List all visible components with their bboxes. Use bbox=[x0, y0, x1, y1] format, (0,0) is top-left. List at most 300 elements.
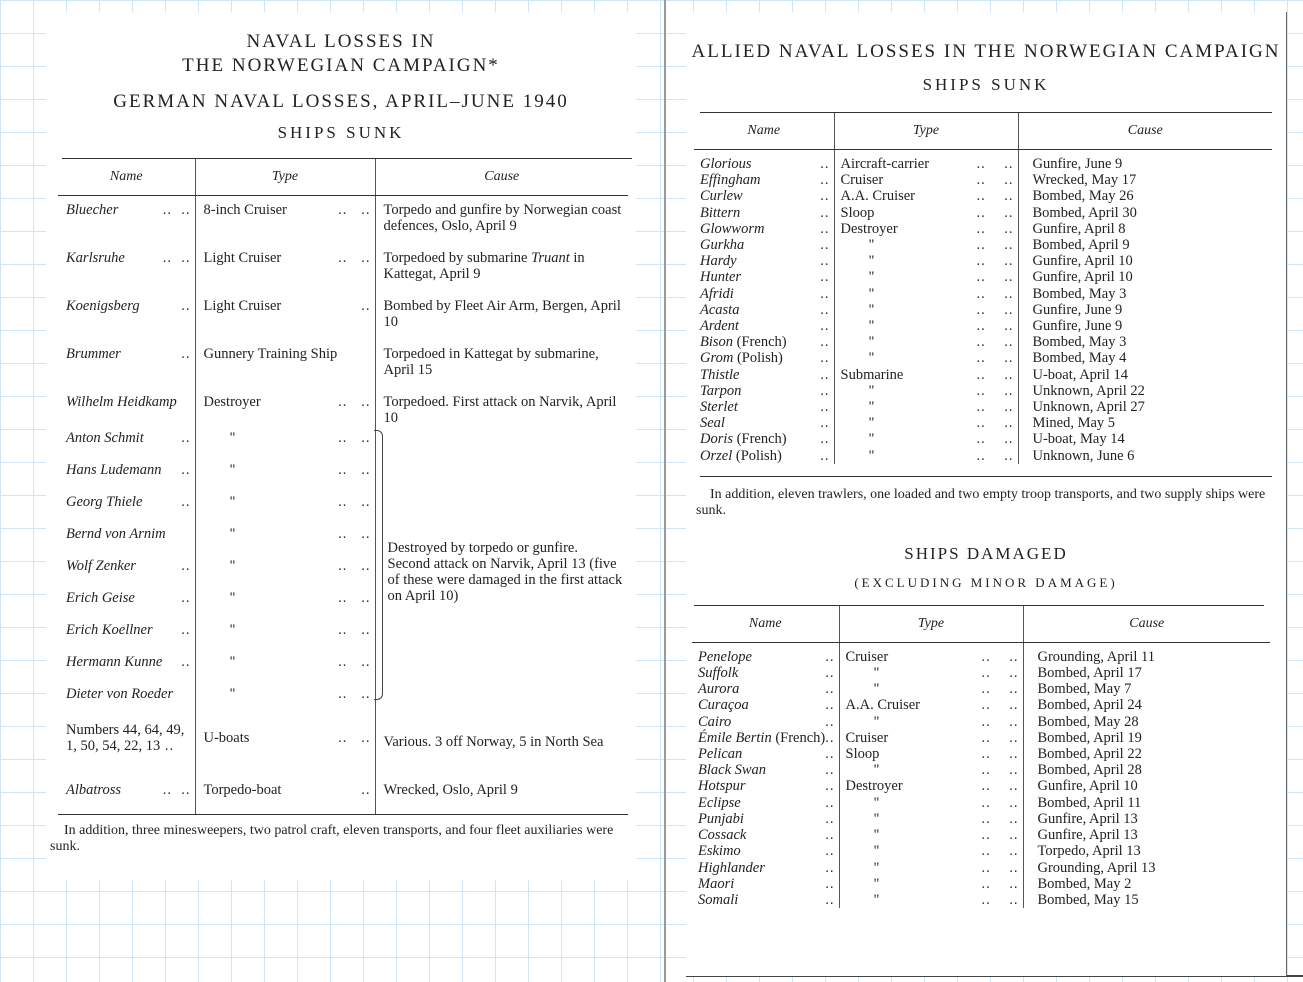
ship-name: Black Swan bbox=[698, 762, 767, 779]
leader-dots: .. .. bbox=[981, 746, 1019, 763]
ship-cause: Grounding, April 13 bbox=[1023, 860, 1270, 876]
leader-dots: .. bbox=[825, 648, 835, 665]
ship-type: Cruiser bbox=[845, 648, 889, 665]
table-row bbox=[692, 827, 1270, 843]
table-row bbox=[694, 221, 1272, 237]
leader-dots: .. .. bbox=[338, 653, 371, 670]
leader-dots: .. .. bbox=[338, 589, 371, 606]
ship-cause: Bombed, April 30 bbox=[1018, 205, 1272, 221]
leader-dots: .. bbox=[825, 681, 835, 698]
leader-dots: .. .. bbox=[976, 285, 1014, 302]
table-row bbox=[694, 415, 1272, 431]
leader-dots: .. .. bbox=[976, 366, 1014, 383]
ship-nationality: (Polish) bbox=[733, 350, 783, 367]
leader-dots: .. bbox=[820, 318, 830, 335]
ship-name: Bernd von Arnim bbox=[66, 525, 166, 542]
ship-name: Hotspur bbox=[698, 778, 746, 795]
table-row bbox=[692, 892, 1270, 908]
leader-dots: .. .. bbox=[981, 729, 1019, 746]
ship-type: 8-inch Cruiser bbox=[203, 202, 287, 218]
leader-dots: .. .. bbox=[981, 713, 1019, 730]
ship-cause: Gunfire, April 13 bbox=[1023, 811, 1270, 827]
table-row bbox=[692, 876, 1270, 892]
col-header-name: Name bbox=[58, 159, 195, 196]
leader-dots: .. bbox=[820, 382, 830, 399]
leader-dots: .. bbox=[181, 653, 191, 670]
ship-cause: Bombed, April 17 bbox=[1023, 665, 1270, 681]
leader-dots: .. .. bbox=[976, 431, 1014, 448]
ship-nationality: (French) bbox=[733, 334, 787, 351]
cause-text-c: in Kattegat, April 9 bbox=[383, 249, 585, 282]
table-row bbox=[58, 388, 628, 426]
left-page bbox=[46, 12, 636, 880]
leader-dots: .. .. bbox=[976, 172, 1014, 189]
ship-cause: Bombed, April 24 bbox=[1023, 697, 1270, 713]
leader-dots: .. .. bbox=[976, 188, 1014, 205]
ship-name: Afridi bbox=[700, 285, 734, 302]
table-row bbox=[694, 350, 1272, 366]
ship-cause: Mined, May 5 bbox=[1018, 415, 1272, 431]
ship-name: Thistle bbox=[700, 366, 740, 383]
leader-dots: .. bbox=[825, 794, 835, 811]
ship-name: Ardent bbox=[700, 318, 739, 335]
ship-cause: Bombed, April 19 bbox=[1023, 730, 1270, 746]
ditto-mark: " bbox=[229, 685, 236, 702]
ship-cause: Gunfire, April 13 bbox=[1023, 827, 1270, 843]
leader-dots: .. .. bbox=[981, 843, 1019, 860]
ship-cause: Torpedo and gunfire by Norwegian coast defences, Oslo, April 9 bbox=[375, 196, 628, 244]
table-row bbox=[58, 776, 628, 814]
ship-cause: Gunfire, April 10 bbox=[1018, 269, 1272, 285]
leader-dots: .. bbox=[181, 557, 191, 574]
leader-dots: .. .. bbox=[976, 204, 1014, 221]
ship-nationality: (Polish) bbox=[732, 447, 782, 464]
ship-cause: U-boat, May 14 bbox=[1018, 431, 1272, 447]
ship-name: Grom bbox=[700, 350, 734, 367]
table-row bbox=[694, 286, 1272, 302]
ship-type: Cruiser bbox=[840, 172, 884, 189]
table-row bbox=[58, 292, 628, 340]
table-row bbox=[694, 150, 1272, 173]
ship-name: Effingham bbox=[700, 172, 761, 189]
ship-type: Torpedo-boat bbox=[203, 781, 282, 798]
ship-name: Glowworm bbox=[700, 220, 765, 237]
ship-name: Cairo bbox=[698, 713, 732, 730]
table-row bbox=[694, 367, 1272, 383]
leader-dots: .. .. bbox=[976, 382, 1014, 399]
leader-dots: .. .. bbox=[981, 810, 1019, 827]
leader-dots: .. .. bbox=[981, 859, 1019, 876]
leader-dots: .. bbox=[181, 493, 191, 510]
ship-name: Aurora bbox=[698, 681, 740, 698]
leader-dots: .. .. bbox=[976, 334, 1014, 351]
table-row bbox=[692, 795, 1270, 811]
ship-cause: U-boat, April 14 bbox=[1018, 367, 1272, 383]
col-header-name: Name bbox=[694, 113, 834, 150]
table-row bbox=[694, 318, 1272, 334]
ship-type: Destroyer bbox=[840, 220, 898, 237]
leader-dots: .. .. bbox=[976, 447, 1014, 464]
ship-cause: Bombed, May 3 bbox=[1018, 334, 1272, 350]
german-losses-table bbox=[58, 159, 628, 814]
ditto-mark: " bbox=[229, 621, 236, 638]
ship-cause: Unknown, April 27 bbox=[1018, 399, 1272, 415]
allied-sunk-table bbox=[694, 113, 1272, 464]
ditto-mark: " bbox=[868, 318, 875, 335]
ship-type: A.A. Cruiser bbox=[840, 188, 916, 205]
ditto-mark: " bbox=[229, 429, 236, 446]
ship-name: Erich Geise bbox=[66, 589, 135, 606]
ditto-mark: " bbox=[873, 713, 880, 730]
leader-dots: .. .. bbox=[976, 269, 1014, 286]
leader-dots: .. .. bbox=[976, 237, 1014, 254]
table-row bbox=[692, 762, 1270, 778]
table-row bbox=[694, 302, 1272, 318]
ship-type: Cruiser bbox=[845, 729, 889, 746]
ship-cause: Gunfire, June 9 bbox=[1018, 318, 1272, 334]
ditto-mark: " bbox=[868, 301, 875, 318]
col-header-type: Type bbox=[834, 113, 1018, 150]
leader-dots: .. .. bbox=[162, 781, 191, 798]
col-header-type: Type bbox=[195, 159, 375, 196]
ship-name: Eclipse bbox=[698, 794, 741, 811]
leader-dots: .. .. bbox=[338, 249, 371, 266]
leader-dots: .. bbox=[181, 345, 191, 362]
table-row bbox=[692, 642, 1270, 665]
leader-dots: .. .. bbox=[162, 249, 191, 266]
table-row bbox=[58, 426, 628, 458]
ditto-mark: " bbox=[873, 794, 880, 811]
leader-dots: .. .. bbox=[338, 202, 371, 218]
ditto-mark: " bbox=[873, 681, 880, 698]
table-row bbox=[692, 843, 1270, 859]
left-bottom-rule bbox=[58, 814, 628, 815]
ship-name: Hunter bbox=[700, 269, 742, 286]
leader-dots: .. .. bbox=[338, 525, 371, 542]
leader-dots: .. .. bbox=[976, 415, 1014, 432]
ship-name: Seal bbox=[700, 415, 725, 432]
ship-name: Georg Thiele bbox=[66, 493, 143, 510]
leader-dots: .. .. bbox=[338, 493, 371, 510]
table-row bbox=[694, 253, 1272, 269]
ship-type: Light Cruiser bbox=[203, 297, 282, 314]
ship-name: Curlew bbox=[700, 188, 743, 205]
leader-dots: .. .. bbox=[338, 393, 371, 410]
ship-type: Submarine bbox=[840, 366, 904, 383]
ship-cause: Gunfire, June 9 bbox=[1018, 150, 1272, 173]
left-title-line2: THE NORWEGIAN CAMPAIGN* bbox=[182, 55, 500, 76]
ship-cause: Gunfire, April 8 bbox=[1018, 221, 1272, 237]
leader-dots: .. .. bbox=[981, 648, 1019, 665]
ship-cause: Bombed by Fleet Air Arm, Bergen, April 10 bbox=[375, 292, 628, 340]
col-header-name: Name bbox=[692, 606, 839, 643]
leader-dots: .. bbox=[825, 843, 835, 860]
ditto-mark: " bbox=[873, 891, 880, 908]
ditto-mark: " bbox=[229, 493, 236, 510]
ship-type: Sloop bbox=[840, 204, 875, 221]
leader-dots: .. bbox=[181, 589, 191, 606]
ship-name: Tarpon bbox=[700, 382, 742, 399]
ship-cause: Bombed, May 15 bbox=[1023, 892, 1270, 908]
leader-dots: .. bbox=[181, 621, 191, 638]
table-row bbox=[692, 681, 1270, 697]
col-header-type: Type bbox=[839, 606, 1023, 643]
ship-cause: Bombed, April 22 bbox=[1023, 746, 1270, 762]
ship-name: Hans Ludemann bbox=[66, 461, 162, 478]
left-section-title: SHIPS SUNK bbox=[277, 123, 405, 142]
ship-name: Maori bbox=[698, 875, 735, 892]
leader-dots: .. bbox=[820, 269, 830, 286]
ship-type: Gunnery Training Ship bbox=[203, 345, 338, 362]
leader-dots: .. .. bbox=[981, 778, 1019, 795]
ship-name: Eskimo bbox=[698, 843, 741, 860]
leader-dots: .. .. bbox=[976, 301, 1014, 318]
ship-name: Penelope bbox=[698, 648, 752, 665]
leader-dots: .. .. bbox=[976, 350, 1014, 367]
table-row bbox=[692, 665, 1270, 681]
col-header-cause: Cause bbox=[1018, 113, 1272, 150]
ditto-mark: " bbox=[229, 461, 236, 478]
ditto-mark: " bbox=[868, 431, 875, 448]
ship-name: Bison bbox=[700, 334, 734, 351]
leader-dots: .. bbox=[820, 188, 830, 205]
ship-name: Suffolk bbox=[698, 665, 739, 682]
ship-name bbox=[58, 718, 195, 776]
ditto-mark: " bbox=[868, 382, 875, 399]
allied-damaged-table bbox=[692, 606, 1270, 908]
ditto-mark: " bbox=[868, 269, 875, 286]
ship-cause: Gunfire, June 9 bbox=[1018, 302, 1272, 318]
ditto-mark: " bbox=[873, 875, 880, 892]
ship-type: Destroyer bbox=[203, 393, 261, 410]
leader-dots: .. .. bbox=[162, 202, 191, 218]
table-row bbox=[692, 746, 1270, 762]
ship-name: Cossack bbox=[698, 827, 747, 844]
table-row bbox=[694, 269, 1272, 285]
right-section-title: SHIPS SUNK bbox=[922, 75, 1050, 94]
ship-name: Glorious bbox=[700, 156, 752, 172]
ship-nationality: (French) bbox=[771, 729, 826, 746]
ship-cause: Torpedoed in Kattegat by submarine, April 15 bbox=[375, 340, 628, 388]
ship-name: Koenigsberg bbox=[66, 297, 140, 314]
table-row bbox=[692, 714, 1270, 730]
leader-dots: .. bbox=[825, 778, 835, 795]
leader-dots: .. bbox=[820, 399, 830, 416]
ship-cause: Gunfire, April 10 bbox=[1023, 778, 1270, 794]
leader-dots: .. .. bbox=[976, 399, 1014, 416]
ditto-mark: " bbox=[868, 447, 875, 464]
group-cause: Destroyed by torpedo or gunfire. Second attack on Narvik, April 13 (five of these were damaged in the first attack on April 10) bbox=[387, 539, 623, 604]
leader-dots: .. bbox=[820, 172, 830, 189]
leader-dots: .. .. bbox=[981, 794, 1019, 811]
leader-dots: .. .. bbox=[981, 875, 1019, 892]
ship-name: Pelican bbox=[698, 746, 743, 763]
leader-dots: .. bbox=[825, 746, 835, 763]
leader-dots: .. bbox=[820, 301, 830, 318]
leader-dots: .. .. bbox=[976, 253, 1014, 270]
ship-cause: Various. 3 off Norway, 5 in North Sea bbox=[375, 718, 628, 776]
ship-cause: Grounding, April 11 bbox=[1023, 642, 1270, 665]
col-header-cause: Cause bbox=[1023, 606, 1270, 643]
leader-dots: .. bbox=[825, 665, 835, 682]
ship-cause: Bombed, April 11 bbox=[1023, 795, 1270, 811]
leader-dots: .. bbox=[160, 737, 175, 754]
ditto-mark: " bbox=[229, 525, 236, 542]
ditto-mark: " bbox=[868, 285, 875, 302]
leader-dots: .. .. bbox=[338, 685, 371, 702]
ship-name: Albatross bbox=[66, 781, 122, 798]
table-row bbox=[58, 244, 628, 292]
leader-dots: .. .. bbox=[338, 729, 371, 746]
ship-type: Aircraft-carrier bbox=[840, 156, 930, 172]
ship-type: A.A. Cruiser bbox=[845, 697, 921, 714]
leader-dots: .. .. bbox=[338, 461, 371, 478]
ship-cause bbox=[375, 244, 628, 292]
col-header-cause: Cause bbox=[375, 159, 628, 196]
ship-name: Erich Koellner bbox=[66, 621, 153, 638]
ship-cause: Bombed, May 28 bbox=[1023, 714, 1270, 730]
leader-dots: .. bbox=[825, 729, 835, 746]
leader-dots: .. bbox=[825, 762, 835, 779]
ship-name: Anton Schmit bbox=[66, 429, 144, 446]
ditto-mark: " bbox=[873, 859, 880, 876]
allied-sunk-body bbox=[694, 150, 1272, 464]
leader-dots: .. .. bbox=[981, 891, 1019, 908]
table-row bbox=[692, 730, 1270, 746]
table-row bbox=[694, 334, 1272, 350]
table-row bbox=[694, 448, 1272, 464]
table-row bbox=[692, 860, 1270, 876]
ditto-mark: " bbox=[868, 415, 875, 432]
ditto-mark: " bbox=[229, 589, 236, 606]
leader-dots: .. .. bbox=[338, 621, 371, 638]
ship-name: Punjabi bbox=[698, 810, 744, 827]
ship-cause: Bombed, May 2 bbox=[1023, 876, 1270, 892]
ship-cause: Torpedo, April 13 bbox=[1023, 843, 1270, 859]
leader-dots: .. bbox=[820, 253, 830, 270]
ship-name: Highlander bbox=[698, 859, 765, 876]
leader-dots: .. .. bbox=[981, 681, 1019, 698]
ship-cause: Bombed, May 26 bbox=[1018, 188, 1272, 204]
leader-dots: .. bbox=[820, 350, 830, 367]
leader-dots: .. .. bbox=[338, 429, 371, 446]
leader-dots: .. .. bbox=[981, 762, 1019, 779]
right-title: ALLIED NAVAL LOSSES IN THE NORWEGIAN CAMPAIGN bbox=[691, 41, 1281, 62]
ditto-mark: " bbox=[868, 350, 875, 367]
leader-dots: .. bbox=[181, 429, 191, 446]
table-row bbox=[58, 718, 628, 776]
ship-type: U-boats bbox=[203, 729, 250, 746]
table-row bbox=[694, 172, 1272, 188]
table-row bbox=[694, 383, 1272, 399]
leader-dots: .. bbox=[361, 297, 371, 314]
leader-dots: .. bbox=[825, 827, 835, 844]
ship-cause: Wrecked, May 17 bbox=[1018, 172, 1272, 188]
leader-dots: .. bbox=[820, 285, 830, 302]
table-row bbox=[58, 340, 628, 388]
left-footnote: In addition, three minesweepers, two patrol craft, eleven transports, and four fleet auxiliaries were sunk. bbox=[50, 822, 614, 854]
leader-dots: .. bbox=[825, 697, 835, 714]
ship-cause: Unknown, June 6 bbox=[1018, 448, 1272, 464]
ditto-mark: " bbox=[873, 665, 880, 682]
ditto-mark: " bbox=[873, 810, 880, 827]
leader-dots: .. bbox=[825, 713, 835, 730]
damaged-title: SHIPS DAMAGED bbox=[904, 543, 1068, 563]
leader-dots: .. bbox=[820, 366, 830, 383]
leader-dots: .. bbox=[820, 204, 830, 221]
leader-dots: .. bbox=[825, 891, 835, 908]
ship-cause: Bombed, May 4 bbox=[1018, 350, 1272, 366]
damaged-subtitle: (EXCLUDING MINOR DAMAGE) bbox=[854, 574, 1118, 590]
leader-dots: .. .. bbox=[981, 665, 1019, 682]
ditto-mark: " bbox=[873, 827, 880, 844]
ship-cause: Wrecked, Oslo, April 9 bbox=[375, 776, 628, 814]
right-page bbox=[686, 12, 1287, 976]
uboat-numbers: Numbers 44, 64, 49, 1, 50, 54, 22, 13 bbox=[66, 721, 185, 754]
ship-name: Gurkha bbox=[700, 237, 745, 254]
ditto-mark: " bbox=[873, 843, 880, 860]
ship-type: Sloop bbox=[845, 746, 880, 763]
leader-dots: .. bbox=[825, 810, 835, 827]
ship-cause: Bombed, April 28 bbox=[1023, 762, 1270, 778]
ship-cause: Bombed, May 7 bbox=[1023, 681, 1270, 697]
ship-name: Dieter von Roeder bbox=[66, 685, 174, 702]
cause-text-a: Torpedoed by submarine bbox=[383, 249, 532, 266]
leader-dots: .. bbox=[181, 461, 191, 478]
leader-dots: .. .. bbox=[981, 827, 1019, 844]
table-row bbox=[694, 399, 1272, 415]
leader-dots: .. bbox=[825, 859, 835, 876]
ship-name: Hermann Kunne bbox=[66, 653, 163, 670]
cause-submarine-name: Truant bbox=[531, 249, 570, 266]
leader-dots: .. bbox=[820, 220, 830, 237]
leader-dots: .. bbox=[361, 781, 371, 798]
book-spine bbox=[664, 0, 666, 982]
leader-dots: .. bbox=[820, 156, 830, 172]
ship-name: Karlsruhe bbox=[66, 249, 125, 266]
german-table-body bbox=[58, 196, 628, 814]
ship-cause: Bombed, April 9 bbox=[1018, 237, 1272, 253]
ship-name: Acasta bbox=[700, 301, 740, 318]
table-row bbox=[694, 205, 1272, 221]
group-bracket bbox=[374, 430, 383, 700]
allied-damaged-body bbox=[692, 642, 1270, 908]
leader-dots: .. bbox=[181, 297, 191, 314]
ditto-mark: " bbox=[868, 237, 875, 254]
left-subtitle: GERMAN NAVAL LOSSES, APRIL–JUNE 1940 bbox=[113, 91, 569, 112]
table-row bbox=[58, 196, 628, 244]
ditto-mark: " bbox=[868, 253, 875, 270]
right-mid-rule bbox=[700, 476, 1272, 477]
ditto-mark: " bbox=[868, 399, 875, 416]
leader-dots: .. bbox=[825, 875, 835, 892]
ship-type: Light Cruiser bbox=[203, 249, 282, 266]
ship-nationality: (French) bbox=[733, 431, 787, 448]
ship-name: Brummer bbox=[66, 345, 121, 362]
leader-dots: .. bbox=[820, 447, 830, 464]
ditto-mark: " bbox=[873, 762, 880, 779]
ship-cause: Torpedoed. First attack on Narvik, April 10 bbox=[375, 388, 628, 426]
ship-type: Destroyer bbox=[845, 778, 903, 795]
ship-cause: Unknown, April 22 bbox=[1018, 383, 1272, 399]
leader-dots: .. .. bbox=[976, 318, 1014, 335]
ship-cause: Bombed, May 3 bbox=[1018, 286, 1272, 302]
leader-dots: .. .. bbox=[976, 220, 1014, 237]
leader-dots: .. .. bbox=[981, 697, 1019, 714]
table-row bbox=[694, 188, 1272, 204]
sunk-footnote: In addition, eleven trawlers, one loaded and two empty troop transports, and two supply ships were sunk. bbox=[696, 486, 1266, 518]
ship-name: Bittern bbox=[700, 204, 741, 221]
